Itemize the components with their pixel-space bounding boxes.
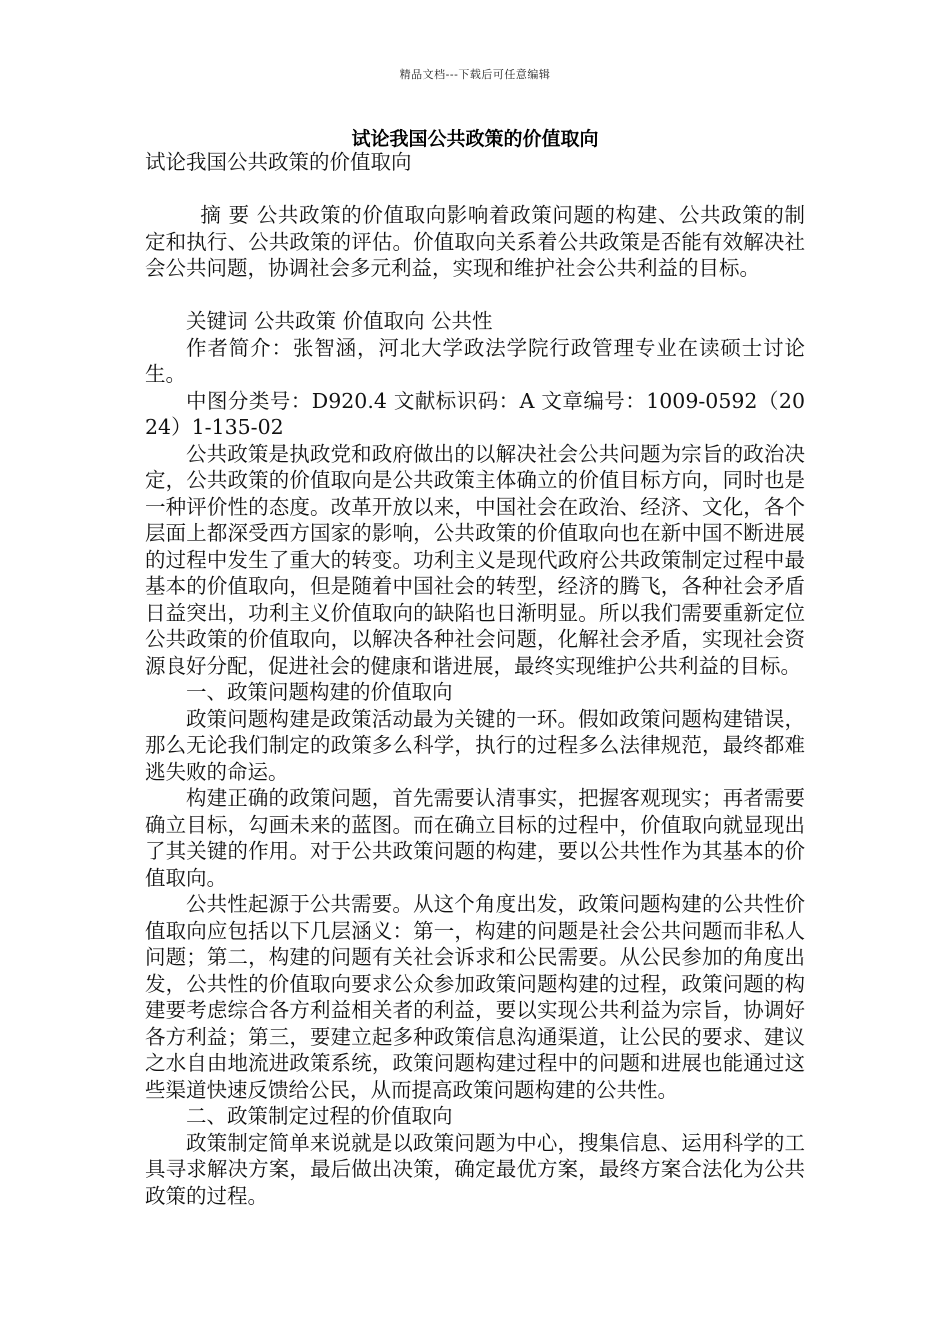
section1-paragraph-3: 公共性起源于公共需要。从这个角度出发，政策问题构建的公共性价值取向应包括以下几层涵义：第一，构建的问题是社会公共问题而非私人问题；第二，构建的问题有关社会诉求和公民需要。从公民参加的角度出发，公共性的价值取向要求公众参加政策问题构建的过程，政策问题的构建要考虑综合各方利益相关者的利益，要以实现公共利益为宗旨，协调好各方利益；第三，要建立起多种政策信息沟通渠道，让公民的要求、建议之水自由地流进政策系统，政策问题构建过程中的问题和进展也能通过这些渠道快速反馈给公民，从而提高政策问题构建的公共性。: [145, 892, 805, 1102]
keywords-line: 关键词 公共政策 价值取向 公共性: [186, 309, 493, 333]
section1-paragraph-1: 政策问题构建是政策活动最为关键的一环。假如政策问题构建错误，那么无论我们制定的政策多么科学，执行的过程多么法律规范，最终都难逃失败的命运。: [145, 706, 805, 784]
header-note: 精品文档---下载后可任意编辑: [399, 68, 551, 81]
spacer: [145, 282, 805, 309]
section-heading-1: 一、政策问题构建的价值取向: [186, 680, 453, 704]
section2-paragraph-1: 政策制定简单来说就是以政策问题为中心，搜集信息、运用科学的工具寻求解决方案，最后做出决策，确定最优方案，最终方案合法化为公共政策的过程。: [145, 1130, 805, 1208]
section1-paragraph-2: 构建正确的政策问题，首先需要认清事实，把握客观现实；再者需要确立目标，勾画未来的蓝图。而在确立目标的过程中，价值取向就显现出了其关键的作用。对于公共政策问题的构建，要以公共性作为其基本的价值取向。: [145, 786, 805, 890]
document-title: 试论我国公共政策的价值取向: [351, 128, 599, 150]
document-subtitle: 试论我国公共政策的价值取向: [145, 150, 412, 174]
author-info: 作者简介：张智涵，河北大学政法学院行政管理专业在读硕士讨论生。: [145, 335, 805, 386]
spacer: [145, 176, 805, 203]
classification-info: 中图分类号：D920.4 文献标识码：A 文章编号：1009-0592（2024）1-135-02: [145, 388, 805, 439]
document-body: [145, 149, 805, 1209]
intro-paragraph: 公共政策是执政党和政府做出的以解决社会公共问题为宗旨的政治决定，公共政策的价值取向是公共政策主体确立的价值目标方向，同时也是一种评价性的态度。改革开放以来，中国社会在政治、经济、文化，各个层面上都深受西方国家的影响，公共政策的价值取向也在新中国不断进展的过程中发生了重大的转变。功利主义是现代政府公共政策制定过程中最基本的价值取向，但是随着中国社会的转型，经济的腾飞，各种社会矛盾日益突出，功利主义价值取向的缺陷也日渐明显。所以我们需要重新定位公共政策的价值取向，以解决各种社会问题，化解社会矛盾，实现社会资源良好分配，促进社会的健康和谐进展，最终实现维护公共利益的目标。: [145, 441, 805, 678]
section-heading-2: 二、政策制定过程的价值取向: [186, 1104, 453, 1128]
abstract-paragraph: 摘 要 公共政策的价值取向影响着政策问题的构建、公共政策的制定和执行、公共政策的评估。价值取向关系着公共政策是否能有效解决社会公共问题，协调社会多元利益，实现和维护社会公共利益的目标。: [145, 203, 805, 280]
